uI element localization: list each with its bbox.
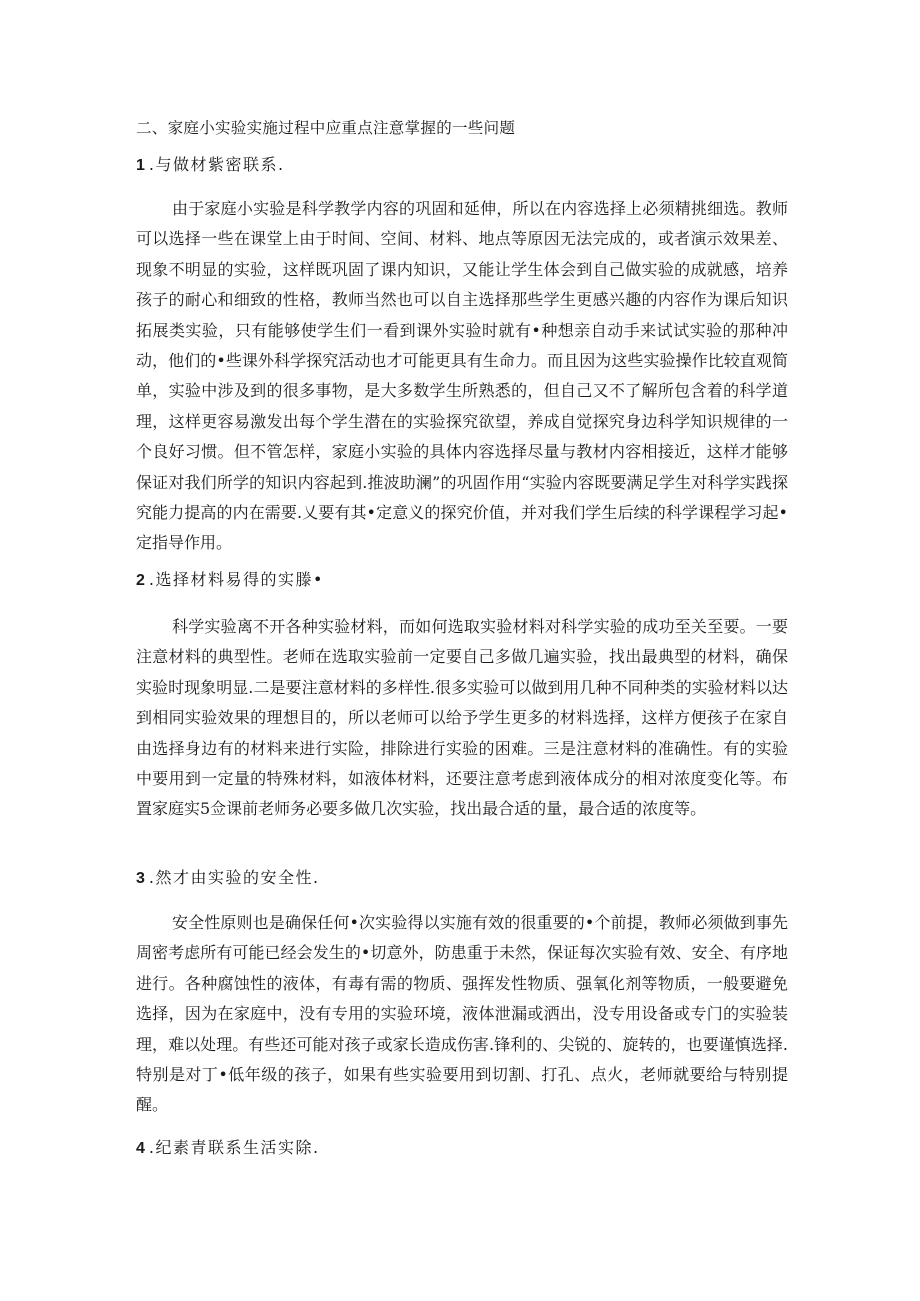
item-4-heading — [136, 1135, 320, 1158]
item-1-number: 1 — [136, 157, 145, 174]
item-3-paragraph: 安全性原则也是确保任何•次实验得以实施有效的很重要的•个前提，教师必须做到事先周密考虑所有可能已经会发生的•切意外，防患重于未然，保证每次实验有效、安全、有序地进行。各种腐蚀性的液体，有毒有需的物质、强挥发性物质、强氧化剂等物质，一般要避免选择，因为在家庭中，没有专用的实验环境，液体泄漏或洒出，没专用设备或专门的实验装理，难以处理。有些还可能对孩子或家长造成伤害.锋利的、尖锐的、旋转的，也要谨慎选择.特别是对丁•低年级的孩子，如果有些实验要用到切割、打孔、点火，老师就要给与特别提醒。 — [136, 913, 788, 1115]
item-3-number: 3 — [136, 870, 145, 887]
item-2-heading — [136, 567, 324, 590]
item-3-heading — [136, 865, 320, 888]
item-1-heading — [136, 152, 285, 175]
item-2-heading-text: .选择材料易得的实滕• — [148, 570, 324, 589]
item-4-heading-text: .纪素青联系生活实除. — [148, 1138, 320, 1157]
item-2-paragraph: 科学实验离不开各种实验材料，而如何选取实验材料对科学实验的成功至关至要。一要注意材料的典型性。老师在选取实验前一定要自己多做几遍实验，找出最典型的材料，确保实验时现象明显.二是要注意材料的多样性.很多实验可以做到用几种不同种类的实验材料以达到相同实验效果的理想目的，所以老师可以给予学生更多的材料选择，这样方便孩子在家自由选择身边有的材料来进行实险，排除进行实验的困难。三是注意材料的准确性。有的实验中要用到一定量的特殊材料，如液体材料，还要注意考虑到液体成分的相对浓度变化等。布置家庭实5佥课前老师务必要多做几次实验，找出最合适的量，最合适的浓度等。 — [136, 617, 788, 819]
section-title: 二、家庭小实验实施过程中应重点注意掌握的一些问题 — [136, 119, 516, 137]
item-2-number: 2 — [136, 572, 145, 589]
item-1-paragraph: 由于家庭小实验是科学教学内容的巩固和延伸，所以在内容选择上必须精挑细选。教师可以选择一些在课堂上由于时间、空间、材料、地点等原因无法完成的，或者演示效果差、现象不明显的实验，这样既巩固了课内知识，又能让学生体会到自己做实验的成就感，培养孩子的耐心和细致的性格，教师当然也可以自主选择那些学生更感兴趣的内容作为课后知识拓展类实验，只有能够使学生们一看到课外实验时就有•种想亲自动手来试试实验的那种冲动，他们的•些课外科学探究活动也才可能更具有生命力。而且因为这些实验操作比较直观简单，实验中涉及到的很多事物，是大多数学生所熟悉的，但自己又不了解所包含着的科学道理，这样更容易激发出每个学生潜在的实验探究欲望，养成自觉探究身边科学知识规律的一个良好习惯。但不管怎样，家庭小实验的具体内容选择尽量与教材内容相接近，这样才能够保证对我们所学的知识内容起到.推波助澜”的巩固作用“实验内容既要满足学生对科学实践探究能力提高的内在需要.乂要有其•定意义的探究价值，并对我们学生后续的科学课程学习起•定指导作用。 — [136, 199, 788, 553]
item-1-heading-text: .与做材紫密联系. — [148, 155, 285, 174]
item-4-number: 4 — [136, 1140, 145, 1157]
item-3-heading-text: .然才由实验的安全性. — [148, 868, 320, 887]
